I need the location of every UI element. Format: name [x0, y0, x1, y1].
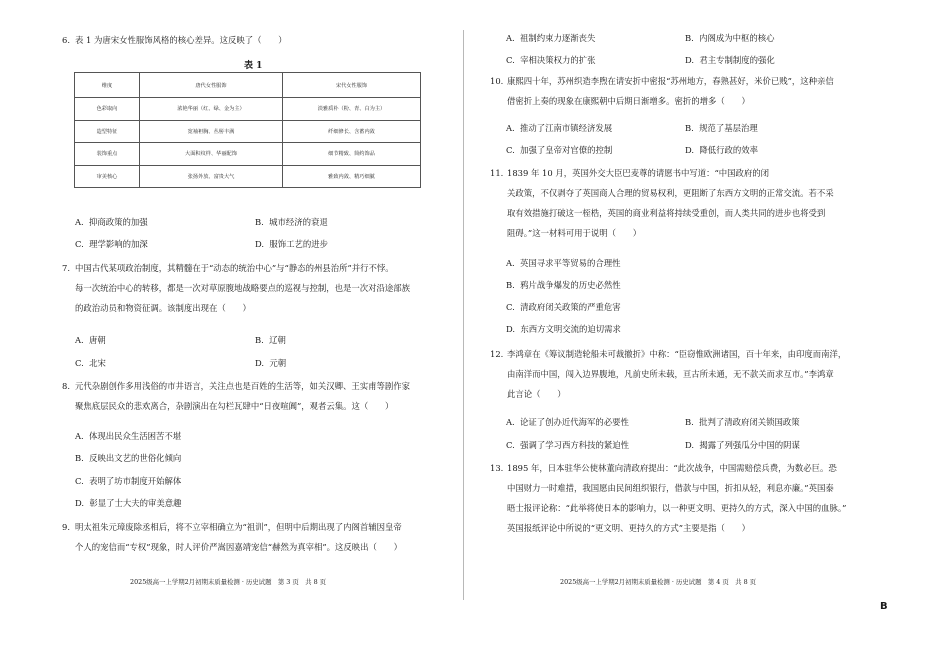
question-number: 7. [62, 263, 70, 273]
option-d[interactable]: D. 东西方文明交流的迫切需求 [506, 324, 621, 334]
question-line: 个人的宠信而“专权”现象，时人评价严嵩因嘉靖宠信“赫然为真宰相”。这反映出（ ） [75, 542, 402, 552]
question-number: 13. [490, 463, 504, 473]
table-cell: 纤细修长、含蓄内敛 [283, 120, 421, 143]
option-b[interactable]: B. 规范了基层治理 [685, 123, 758, 133]
question-line: 明太祖朱元璋废除丞相后，将不立宰相确立为“祖训”，但明中后期出现了内阁首辅因皇帝 [75, 522, 402, 532]
question-line: 1839 年 10 月，英国外交大臣巴麦尊的请愿书中写道：“中国政府的闭 [507, 168, 769, 178]
question-line: 由南洋而中国，闯入边界腹地，凡前史所未载，亘古所未通，无不款关而求互市。”李鸿章 [507, 369, 834, 379]
question-line: 晤士报评论称：“此举将使日本的影响力，以一种更文明、更持久的方式，深入中国的血脉。” [507, 503, 847, 513]
table-cell: 雅致内敛、精巧细腻 [283, 165, 421, 188]
question-line: 每一次统治中心的转移，都是一次对草原腹地战略要点的巡视与控制，也是一次对沿途部族 [75, 283, 410, 293]
question-12 [490, 344, 846, 404]
question-number: 11. [490, 168, 504, 178]
option-c[interactable]: C. 清政府闭关政策的严重危害 [506, 302, 621, 312]
question-line: 中国财力一时难措，我国愿由民间组织银行，借款与中国，折扣从轻，利息亦廉。”英国泰 [507, 483, 834, 493]
page-footer: 2025级高一上学期2月初期末质量检测 · 历史试题 第 4 页 共 8 页 [560, 578, 757, 586]
question-line: 借密折上奏的现象在康熙朝中后期日渐增多。密折的增多（ ） [507, 96, 750, 106]
option-a[interactable]: A. 英国寻求平等贸易的合理性 [506, 258, 621, 268]
option-c[interactable]: C. 宰相决策权力的扩张 [506, 55, 596, 65]
question-line: 1895 年，日本驻华公使林董向清政府提出：“此次战争，中国需赔偿兵费，为数必巨。恐 [507, 463, 837, 473]
table-cell: 淡雅质朴（粉、青、白为主） [283, 98, 421, 121]
option-d[interactable]: D. 降低行政的效率 [685, 145, 759, 155]
table-cell: 大面积纹样、华丽配饰 [140, 143, 283, 166]
table-cell: 宽袖袒胸、丛髻丰满 [140, 120, 283, 143]
option-d[interactable]: D. 君主专制制度的强化 [685, 55, 775, 65]
option-b[interactable]: B. 反映出文艺的世俗化倾向 [75, 453, 182, 463]
table-caption: 表 1 [244, 61, 263, 71]
option-b[interactable]: B. 辽朝 [255, 335, 286, 345]
question-number: 8. [62, 381, 70, 391]
question-line: 的政治动员和物资征调。该制度出现在（ ） [75, 303, 251, 313]
table-header-cell: 宋代女性服饰 [283, 73, 421, 98]
option-a[interactable]: A. 抑商政策的加强 [75, 217, 148, 227]
question-13 [490, 458, 846, 538]
question-11 [490, 163, 834, 243]
table-cell: 审美核心 [75, 165, 140, 188]
question-number: 12. [490, 349, 504, 359]
question-line: 聚焦底层民众的悲欢离合，杂剧演出在勾栏瓦肆中“日夜喧阗”，观者云集。这（ ） [75, 401, 394, 411]
option-c[interactable]: C. 加强了皇帝对官僚的控制 [506, 145, 613, 155]
question-number: 9. [62, 522, 70, 532]
option-a[interactable]: A. 推动了江南市镇经济发展 [506, 123, 613, 133]
table-header-cell: 唐代女性服饰 [140, 73, 283, 98]
page-footer: 2025级高一上学期2月初期末质量检测 · 历史试题 第 3 页 共 8 页 [130, 578, 327, 586]
question-line: 此言论（ ） [507, 389, 566, 399]
option-d[interactable]: D. 揭露了列强瓜分中国的阴谋 [685, 440, 800, 450]
question-number: 10. [490, 76, 504, 86]
option-a[interactable]: A. 体现出民众生活困苦不堪 [75, 431, 182, 441]
option-c[interactable]: C. 强调了学习西方科技的紧迫性 [506, 440, 629, 450]
option-d[interactable]: D. 元朝 [255, 358, 287, 368]
option-c[interactable]: C. 表明了坊市制度开始解体 [75, 476, 182, 486]
question-line: 元代杂剧创作多用浅俗的市井语言，关注点也是百姓的生活等，如关汉卿、王实甫等剧作家 [75, 381, 410, 391]
question-number: 6. [62, 35, 70, 45]
question-line: 关政策，不仅剥夺了英国商人合理的贸易权利，更阻断了东西方文明的正常交流。若不采 [507, 188, 834, 198]
option-a[interactable]: A. 论证了创办近代海军的必要性 [506, 417, 629, 427]
question-10 [490, 71, 834, 111]
option-a[interactable]: A. 祖制约束力逐渐丧失 [506, 33, 596, 43]
question-line: 取有效措施打破这一桎梏，英国的商业利益将持续受重创，而人类共同的进步也将受到 [507, 208, 826, 218]
option-c[interactable]: C. 北宋 [75, 358, 106, 368]
option-b[interactable]: B. 批判了清政府闭关锁国政策 [685, 417, 800, 427]
option-a[interactable]: A. 唐朝 [75, 335, 106, 345]
table-cell: 细节精致、简约饰品 [283, 143, 421, 166]
question-line: 康熙四十年，苏州织造李煦在请安折中密报“苏州地方，春熟甚好，米价已贱”，这种亲信 [507, 76, 834, 86]
option-b[interactable]: B. 鸦片战争爆发的历史必然性 [506, 280, 621, 290]
table-cell: 张扬外放、富贵大气 [140, 165, 283, 188]
question-line: 中国古代某项政治制度，其精髓在于“动态的统治中心”与“静态的州县治所”并行不悖。 [75, 263, 394, 273]
exam-version-mark: B [880, 601, 888, 612]
question-line: 阻碍。”这一材料可用于说明（ ） [507, 228, 642, 238]
option-b[interactable]: B. 内阁成为中枢的核心 [685, 33, 775, 43]
table-cell: 浓艳华丽（红、绿、金为主） [140, 98, 283, 121]
question-stem: 表 1 为唐宋女性服饰风格的核心差异。这反映了（ ） [75, 35, 287, 45]
table-header-cell: 维度 [75, 73, 140, 98]
option-b[interactable]: B. 城市经济的衰退 [255, 217, 328, 227]
question-line: 李鸿章在《筹议制造轮船未可裁撤折》中称：“臣窃惟欧洲诸国，百十年来，由印度而南洋， [507, 349, 847, 359]
table-cell: 造型特征 [75, 120, 140, 143]
option-d[interactable]: D. 服饰工艺的进步 [255, 239, 329, 249]
option-c[interactable]: C. 理学影响的加深 [75, 239, 148, 249]
option-d[interactable]: D. 彰显了士大夫的审美意趣 [75, 498, 182, 508]
question-line: 英国报纸评论中所说的“更文明、更持久的方式”主要是指（ ） [507, 523, 751, 533]
table-cell: 装饰重点 [75, 143, 140, 166]
table-cell: 色彩取向 [75, 98, 140, 121]
